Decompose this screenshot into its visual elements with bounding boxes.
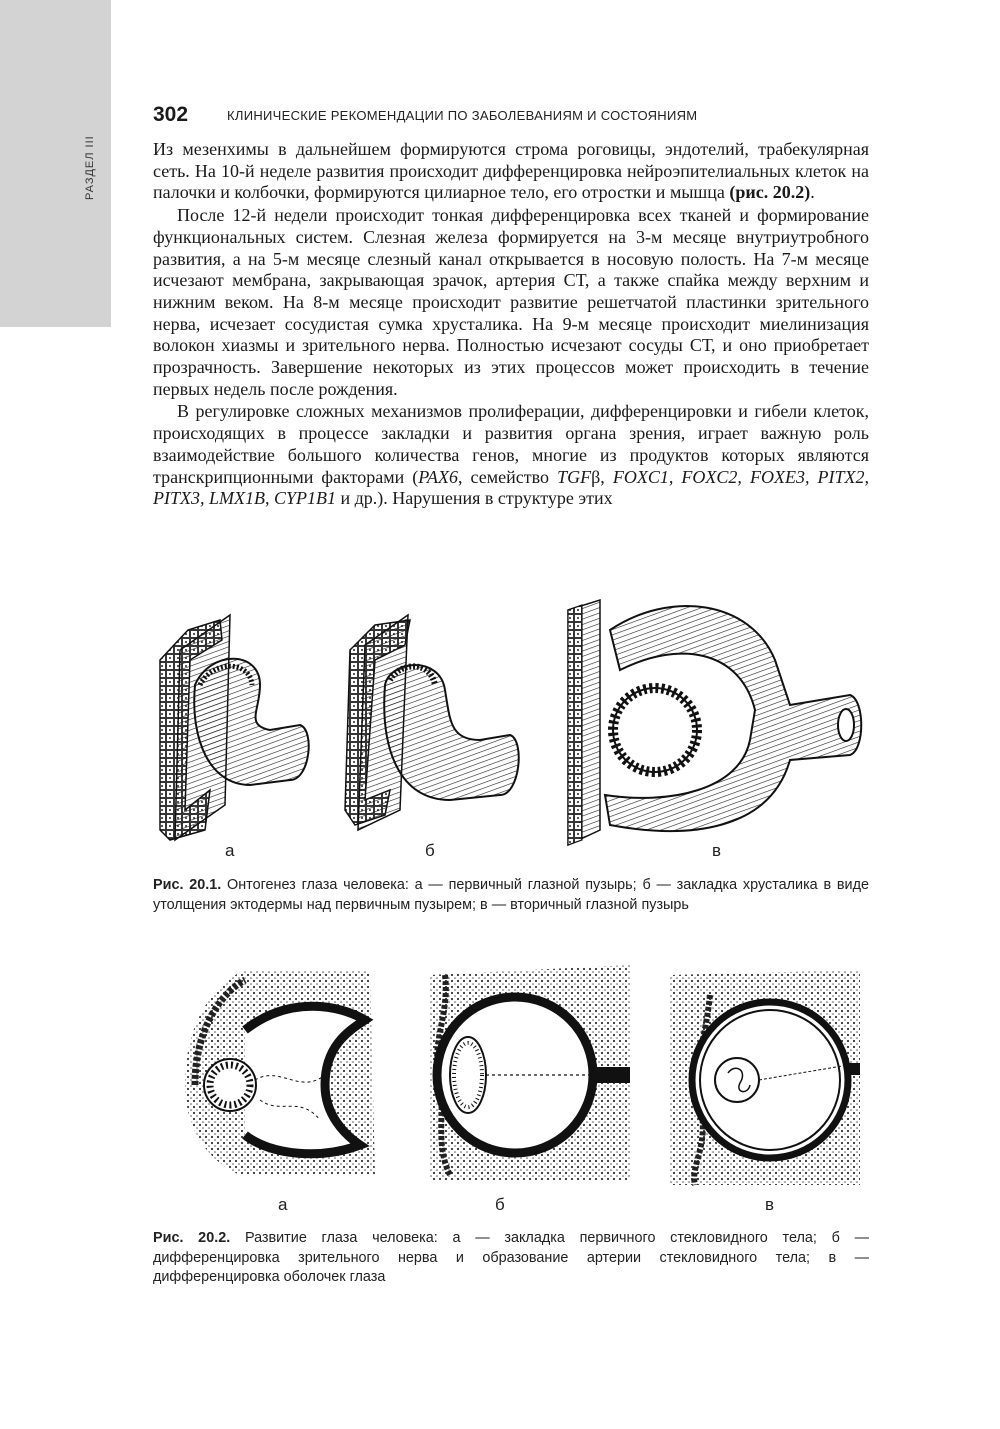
paragraph-3: В регулировке сложных механизмов пролиферации, дифференцировки и гибели клеток, происходящих в процессе закладки и развития органа зрения, играет важную роль взаимодействие большого количества генов, многие из продуктов которых являются транскрипционными факторами (PAX6, семейство TGFβ, FOXC1, FOXC2, FOXE3, PITX2, PITX3, LMX1B, CYP1B1 и др.). Нарушения в структуре этих (153, 401, 870, 509)
section-label: РАЗДЕЛ III (84, 135, 96, 200)
illustration-b (345, 615, 519, 830)
illustration-a (160, 615, 309, 840)
page-header (153, 103, 873, 129)
figure-20-1-label-b: б (425, 841, 435, 860)
page-number: 302 (153, 103, 189, 126)
figure-20-2-illustration (150, 955, 870, 1195)
illustration-2a (185, 970, 375, 1175)
running-title: КЛИНИЧЕСКИЕ РЕКОМЕНДАЦИИ ПО ЗАБОЛЕВАНИЯМ И СОСТОЯНИЯМ (227, 108, 698, 123)
illustration-2b (430, 965, 630, 1180)
figure-20-1 (150, 590, 870, 860)
figure-20-2-caption: Рис. 20.2. Развитие глаза человека: а — закладка первичного стекловидного тела; б — дифференцировка зрительного нерва и образование артерии стекловидного тела; в — дифференцировка оболочек глаза (153, 1230, 870, 1285)
figure-20-1-illustration (150, 590, 870, 860)
illustration-c (568, 600, 861, 845)
body-text (153, 139, 869, 510)
figure-20-2-label-b: б (495, 1195, 505, 1214)
figure-reference: (рис. 20.2) (729, 182, 811, 203)
figure-20-2-label-a: а (278, 1195, 288, 1214)
figure-20-1-caption: Рис. 20.1. Онтогенез глаза человека: а — первичный глазной пузырь; б — закладка хрусталика в виде утолщения эктодермы над первичным пузырем; в — вторичный глазной пузырь (153, 877, 869, 913)
figure-20-2 (150, 955, 870, 1214)
figure-20-1-label-a: а (225, 841, 235, 860)
paragraph-1: Из мезенхимы в дальнейшем формируются строма роговицы, эндотелий, трабекулярная сеть. На 10-й неделе развития происходит дифференцировка нейроэпителиальных клеток на палочки и колбочки, формируются цилиарное тело, его отростки и мышца (рис. 20.2). (153, 139, 869, 203)
illustration-2c (670, 970, 860, 1185)
paragraph-2: После 12-й недели происходит тонкая дифференцировка всех тканей и формирование функциональных систем. Слезная железа формируется на 3-м месяце внутриутробного развития, а на 5-м месяце слезный канал открывается в носовую полость. На 7-м месяце исчезают мембрана, закрывающая зрачок, артерия СТ, а также спайка между верхним и нижним веком. На 8-м месяце происходит развитие решетчатой пластинки зрительного нерва, исчезает сосудистая сумка хрусталика. На 9-м месяце происходит миелинизация волокон хиазмы и зрительного нерва. Полностью исчезают сосуды СТ, и оно приобретает прозрачность. Завершение некоторых из этих процессов может происходить в течение первых недель после рождения. (153, 205, 869, 399)
figure-20-1-label-c: в (712, 841, 722, 860)
figure-20-2-label-c: в (765, 1195, 775, 1214)
